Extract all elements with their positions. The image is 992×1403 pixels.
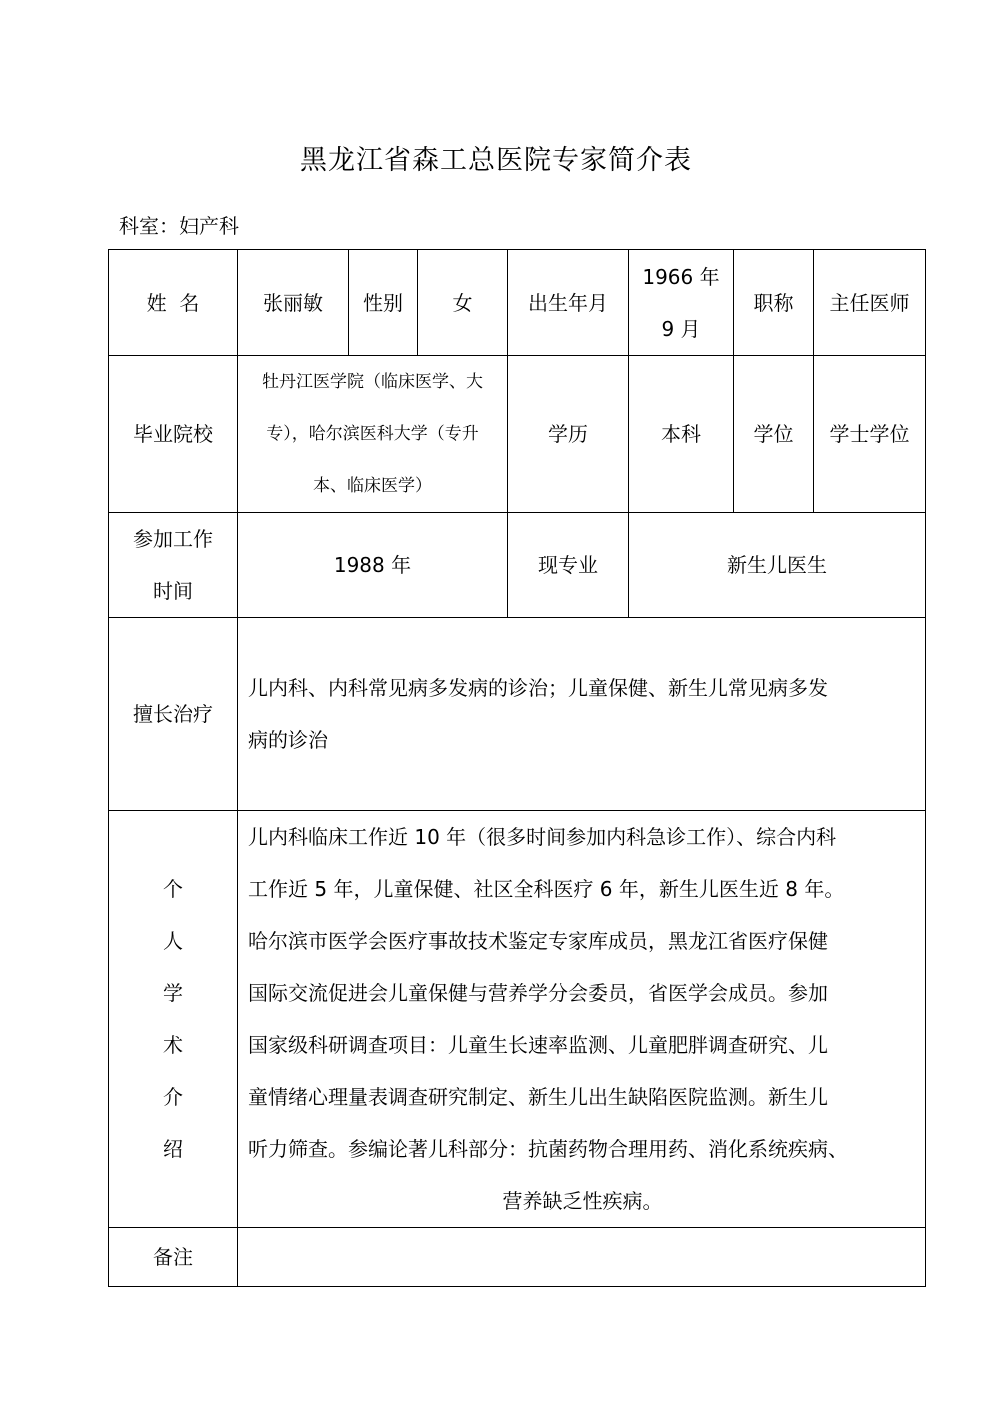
name-label: 姓 名 [146,290,200,315]
profile-value-cell [237,810,926,1228]
birth-label-cell [507,249,629,356]
work-start-value: 1988 年 [333,553,412,577]
gender-value-cell [417,249,508,356]
expertise-line1: 儿内科、内科常见病多发病的诊治；儿童保健、新生儿常见病多发 [248,676,828,700]
expertise-line2: 病的诊治 [248,728,328,752]
profile-label-char: 介 [163,1085,183,1109]
name-label-cell [108,249,238,356]
profile-label-char: 学 [163,981,183,1005]
profile-label-cell [108,810,238,1228]
title-value: 主任医师 [829,290,910,315]
gender-label: 性别 [363,290,403,315]
title-label: 职称 [753,290,794,315]
remarks-label-cell [108,1227,238,1287]
name-value: 张丽敏 [263,290,323,315]
profile-line: 哈尔滨市医学会医疗事故技术鉴定专家库成员，黑龙江省医疗保健 [248,929,828,953]
school-value-cell [237,355,508,513]
work-start-value-cell [237,512,508,618]
profile-line: 听力筛查。参编论著儿科部分：抗菌药物合理用药、消化系统疾病、 [248,1137,848,1161]
school-line3: 本、临床医学） [313,476,432,496]
profile-line: 童情绪心理量表调查研究制定、新生儿出生缺陷医院监测。新生儿 [248,1085,828,1109]
education-label-cell [507,355,629,513]
profile-line: 工作近 5 年，儿童保健、社区全科医疗 6 年，新生儿医生近 8 年。 [248,877,845,901]
expert-profile-table [108,249,926,1287]
specialty-value: 新生儿医生 [727,553,827,577]
education-value-cell [628,355,734,513]
profile-label-char: 术 [163,1033,183,1057]
work-start-label-line1: 参加工作 [133,527,213,551]
birth-label: 出生年月 [528,290,608,315]
title-label-cell [733,249,814,356]
work-start-label-line2: 时间 [153,579,193,603]
profile-line: 营养缺乏性疾病。 [502,1189,663,1213]
work-start-label-cell [108,512,238,618]
specialty-value-cell [628,512,926,618]
education-label: 学历 [548,422,588,446]
degree-value: 学士学位 [829,422,910,446]
school-line1: 牡丹江医学院（临床医学、大 [262,372,483,392]
education-value: 本科 [661,422,701,446]
profile-line: 国家级科研调查项目：儿童生长速率监测、儿童肥胖调查研究、儿 [248,1033,828,1057]
gender-label-cell [348,249,418,356]
school-label-cell [108,355,238,513]
birth-value-cell [628,249,734,356]
degree-label: 学位 [753,422,794,446]
profile-label-char: 绍 [163,1137,183,1161]
birth-value-line1: 1966 年 [642,264,720,289]
profile-label-char: 人 [163,929,183,953]
department-line: 科室：妇产科 [119,214,239,238]
profile-line: 国际交流促进会儿童保健与营养学分会委员，省医学会成员。参加 [248,981,828,1005]
degree-label-cell [733,355,814,513]
expertise-label: 擅长治疗 [133,702,213,726]
title-value-cell [813,249,926,356]
remarks-value-cell [237,1227,926,1287]
profile-label-char: 个 [163,877,183,901]
expertise-label-cell [108,617,238,811]
specialty-label-cell [507,512,629,618]
name-value-cell [237,249,349,356]
profile-line: 儿内科临床工作近 10 年（很多时间参加内科急诊工作）、综合内科 [248,825,837,849]
birth-value-line2: 9 月 [661,316,701,341]
page-title: 黑龙江省森工总医院专家简介表 [300,145,692,176]
school-label: 毕业院校 [133,422,213,446]
school-line2: 专），哈尔滨医科大学（专升 [266,424,479,444]
degree-value-cell [813,355,926,513]
gender-value: 女 [452,290,473,315]
expertise-value-cell [237,617,926,811]
remarks-label: 备注 [153,1245,193,1269]
specialty-label: 现专业 [538,553,598,577]
